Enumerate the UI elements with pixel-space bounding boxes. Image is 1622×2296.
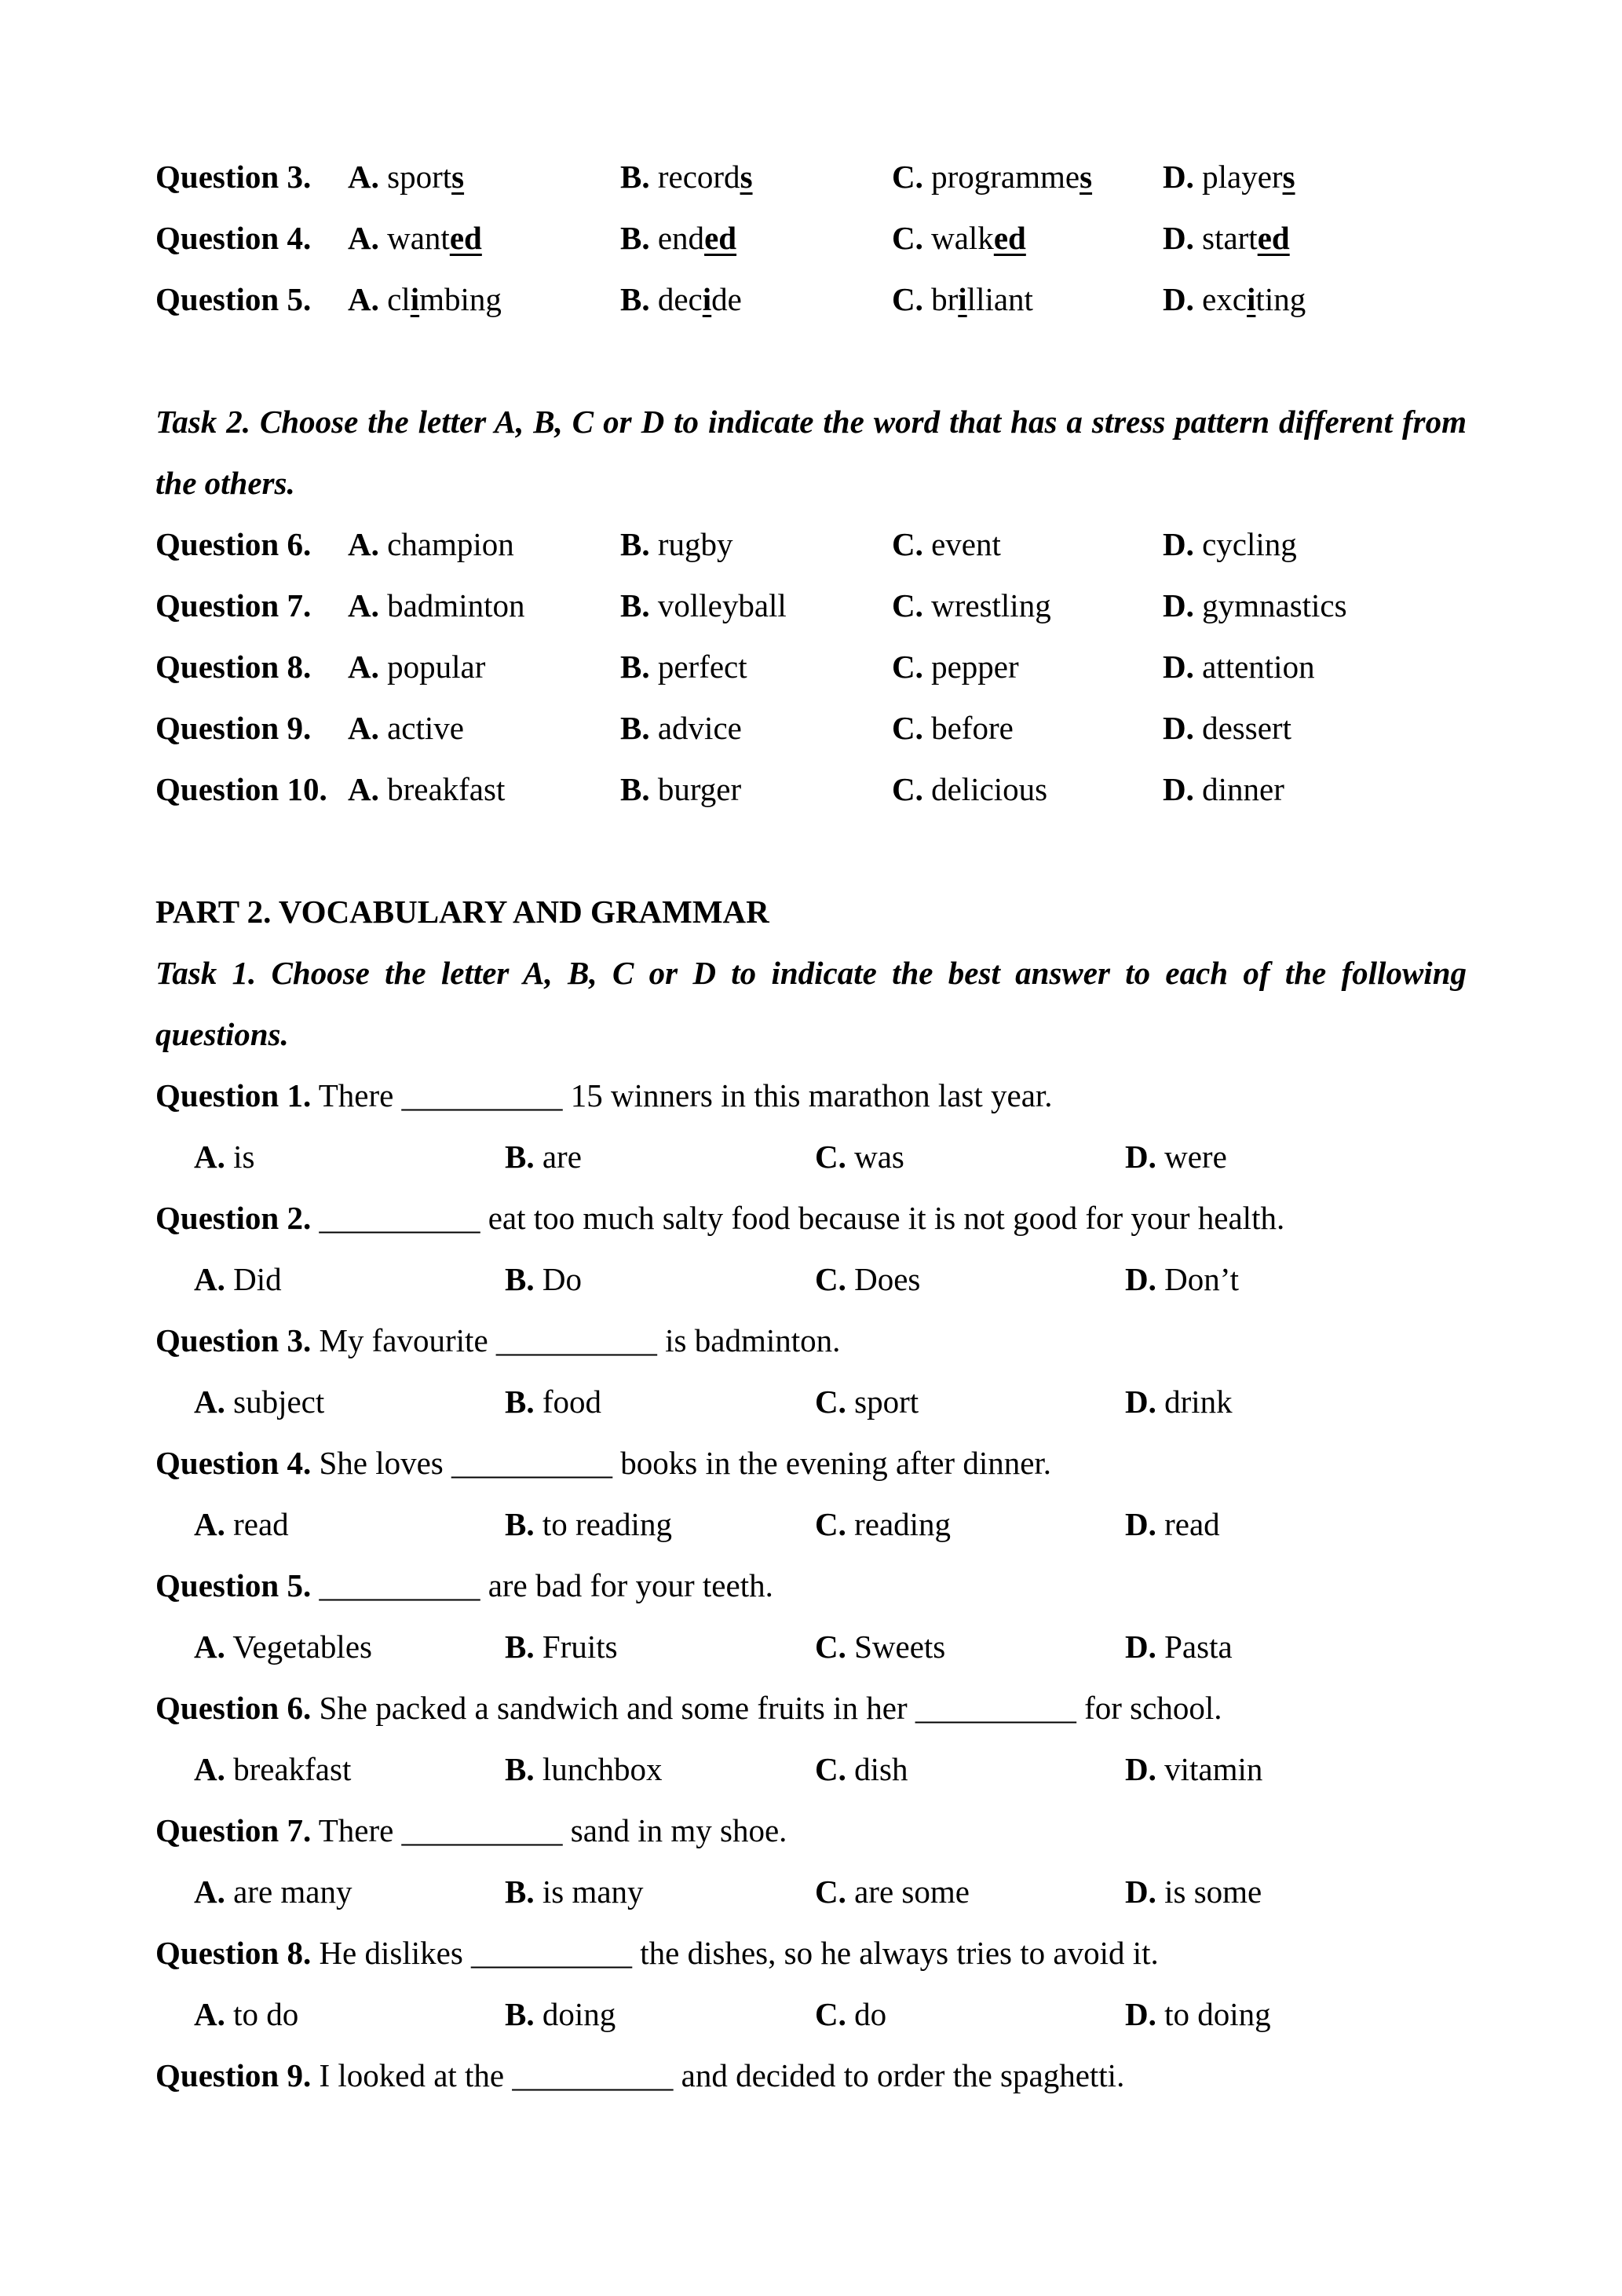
option-b[interactable]: B. Do <box>505 1261 582 1297</box>
question-text: There __________ 15 winners in this marathon last year. <box>311 1077 1053 1113</box>
grammar-question-5-stem <box>155 1555 773 1616</box>
underlined-sound: s <box>1080 159 1093 195</box>
option-d[interactable]: D. started <box>1163 220 1290 256</box>
option-d[interactable]: D. exciting <box>1163 281 1306 317</box>
question-text: I looked at the __________ and decided to order the spaghetti. <box>311 2057 1125 2093</box>
option-c[interactable]: C. do <box>815 1996 887 2032</box>
grammar-question-9-stem <box>155 2045 1124 2106</box>
option-c[interactable]: C. walked <box>892 220 1026 256</box>
option-d[interactable]: D. to doing <box>1125 1996 1271 2032</box>
option-a[interactable]: A. subject <box>194 1384 325 1420</box>
underlined-sound: s <box>740 159 753 195</box>
option-b[interactable]: B. decide <box>620 281 742 317</box>
question-label: Question 2. <box>155 1200 312 1236</box>
option-a[interactable]: A. are many <box>194 1874 353 1910</box>
option-a[interactable]: A. Vegetables <box>194 1629 372 1665</box>
option-d[interactable]: D. players <box>1163 159 1295 195</box>
part2-title: PART 2. VOCABULARY AND GRAMMAR <box>155 894 769 930</box>
question-label: Question 8. <box>155 1935 312 1971</box>
underlined-sound: i <box>410 281 420 317</box>
underlined-sound: i <box>958 281 967 317</box>
question-label: Question 10. <box>155 771 327 807</box>
underlined-sound: s <box>1282 159 1295 195</box>
option-c[interactable]: C. programmes <box>892 159 1093 195</box>
option-d[interactable]: D. attention <box>1163 649 1315 685</box>
option-c[interactable]: C. Sweets <box>815 1629 946 1665</box>
option-a[interactable]: A. to do <box>194 1996 299 2032</box>
part2-task1-instruction: Task 1. Choose the letter A, B, C or D to indicate the best answer to each of the following questions. <box>155 955 1467 1052</box>
option-a[interactable]: A. wanted <box>348 220 482 256</box>
option-a[interactable]: A. active <box>348 710 464 746</box>
option-d[interactable]: D. is some <box>1125 1874 1262 1910</box>
option-d[interactable]: D. dinner <box>1163 771 1284 807</box>
option-b[interactable]: B. burger <box>620 771 742 807</box>
underlined-sound: ed <box>993 220 1026 256</box>
question-text: My favourite __________ is badminton. <box>311 1322 841 1358</box>
option-c[interactable]: C. are some <box>815 1874 970 1910</box>
question-label: Question 1. <box>155 1077 312 1113</box>
option-d[interactable]: D. drink <box>1125 1384 1233 1420</box>
grammar-question-3-stem <box>155 1310 840 1371</box>
question-label: Question 5. <box>155 1567 312 1603</box>
question-text: She loves __________ books in the evening after dinner. <box>311 1445 1052 1481</box>
question-label: Question 6. <box>155 526 312 562</box>
task2-instruction: Task 2. Choose the letter A, B, C or D to indicate the word that has a stress pattern different from the others. <box>155 404 1467 501</box>
question-text: __________ are bad for your teeth. <box>311 1567 773 1603</box>
option-b[interactable]: B. records <box>620 159 753 195</box>
option-d[interactable]: D. vitamin <box>1125 1751 1263 1787</box>
option-c[interactable]: C. pepper <box>892 649 1019 685</box>
grammar-question-7-stem <box>155 1800 787 1861</box>
question-text: __________ eat too much salty food because it is not good for your health. <box>311 1200 1285 1236</box>
option-a[interactable]: A. sports <box>348 159 465 195</box>
option-c[interactable]: C. brilliant <box>892 281 1033 317</box>
question-label: Question 7. <box>155 1812 312 1848</box>
option-b[interactable]: B. lunchbox <box>505 1751 663 1787</box>
question-label: Question 6. <box>155 1690 312 1726</box>
option-b[interactable]: B. volleyball <box>620 587 787 623</box>
option-b[interactable]: B. rugby <box>620 526 733 562</box>
option-d[interactable]: D. read <box>1125 1506 1220 1542</box>
grammar-question-1-stem <box>155 1065 1053 1126</box>
option-c[interactable]: C. Does <box>815 1261 921 1297</box>
option-c[interactable]: C. wrestling <box>892 587 1051 623</box>
option-a[interactable]: A. popular <box>348 649 486 685</box>
option-d[interactable]: D. Don’t <box>1125 1261 1240 1297</box>
option-d[interactable]: D. Pasta <box>1125 1629 1233 1665</box>
question-label: Question 4. <box>155 1445 312 1481</box>
question-label: Question 4. <box>155 220 312 256</box>
question-text: She packed a sandwich and some fruits in her __________ for school. <box>311 1690 1222 1726</box>
underlined-sound: i <box>702 281 712 317</box>
underlined-sound: ed <box>449 220 482 256</box>
option-b[interactable]: B. Fruits <box>505 1629 618 1665</box>
option-b[interactable]: B. is many <box>505 1874 644 1910</box>
option-c[interactable]: C. delicious <box>892 771 1048 807</box>
option-a[interactable]: A. badminton <box>348 587 525 623</box>
underlined-sound: ed <box>704 220 737 256</box>
question-label: Question 8. <box>155 649 312 685</box>
option-d[interactable]: D. gymnastics <box>1163 587 1347 623</box>
question-label: Question 9. <box>155 2057 312 2093</box>
grammar-question-6-stem <box>155 1677 1222 1738</box>
question-label: Question 3. <box>155 159 312 195</box>
option-b[interactable]: B. perfect <box>620 649 747 685</box>
underlined-sound: i <box>1247 281 1256 317</box>
underlined-sound: s <box>451 159 465 195</box>
grammar-question-2-stem <box>155 1187 1284 1249</box>
question-label: Question 9. <box>155 710 312 746</box>
grammar-question-4-stem <box>155 1432 1051 1493</box>
option-b[interactable]: B. ended <box>620 220 737 256</box>
question-text: He dislikes __________ the dishes, so he always tries to avoid it. <box>311 1935 1159 1971</box>
option-c[interactable]: C. before <box>892 710 1014 746</box>
question-label: Question 7. <box>155 587 312 623</box>
question-label: Question 5. <box>155 281 312 317</box>
option-a[interactable]: A. breakfast <box>348 771 506 807</box>
option-d[interactable]: D. cycling <box>1163 526 1297 562</box>
option-b[interactable]: B. are <box>505 1139 582 1175</box>
option-a[interactable]: A. champion <box>348 526 514 562</box>
option-b[interactable]: B. advice <box>620 710 742 746</box>
option-a[interactable]: A. read <box>194 1506 289 1542</box>
option-c[interactable]: C. was <box>815 1139 904 1175</box>
question-label: Question 3. <box>155 1322 312 1358</box>
option-b[interactable]: B. doing <box>505 1996 616 2032</box>
option-c[interactable]: C. dish <box>815 1751 908 1787</box>
option-a[interactable]: A. breakfast <box>194 1751 352 1787</box>
option-b[interactable]: B. food <box>505 1384 602 1420</box>
question-text: There __________ sand in my shoe. <box>311 1812 787 1848</box>
option-c[interactable]: C. reading <box>815 1506 952 1542</box>
option-d[interactable]: D. dessert <box>1163 710 1291 746</box>
option-a[interactable]: A. is <box>194 1139 255 1175</box>
option-c[interactable]: C. sport <box>815 1384 919 1420</box>
option-c[interactable]: C. event <box>892 526 1001 562</box>
option-a[interactable]: A. climbing <box>348 281 502 317</box>
option-a[interactable]: A. Did <box>194 1261 282 1297</box>
option-b[interactable]: B. to reading <box>505 1506 672 1542</box>
grammar-question-8-stem <box>155 1922 1159 1983</box>
option-d[interactable]: D. were <box>1125 1139 1227 1175</box>
underlined-sound: ed <box>1257 220 1290 256</box>
